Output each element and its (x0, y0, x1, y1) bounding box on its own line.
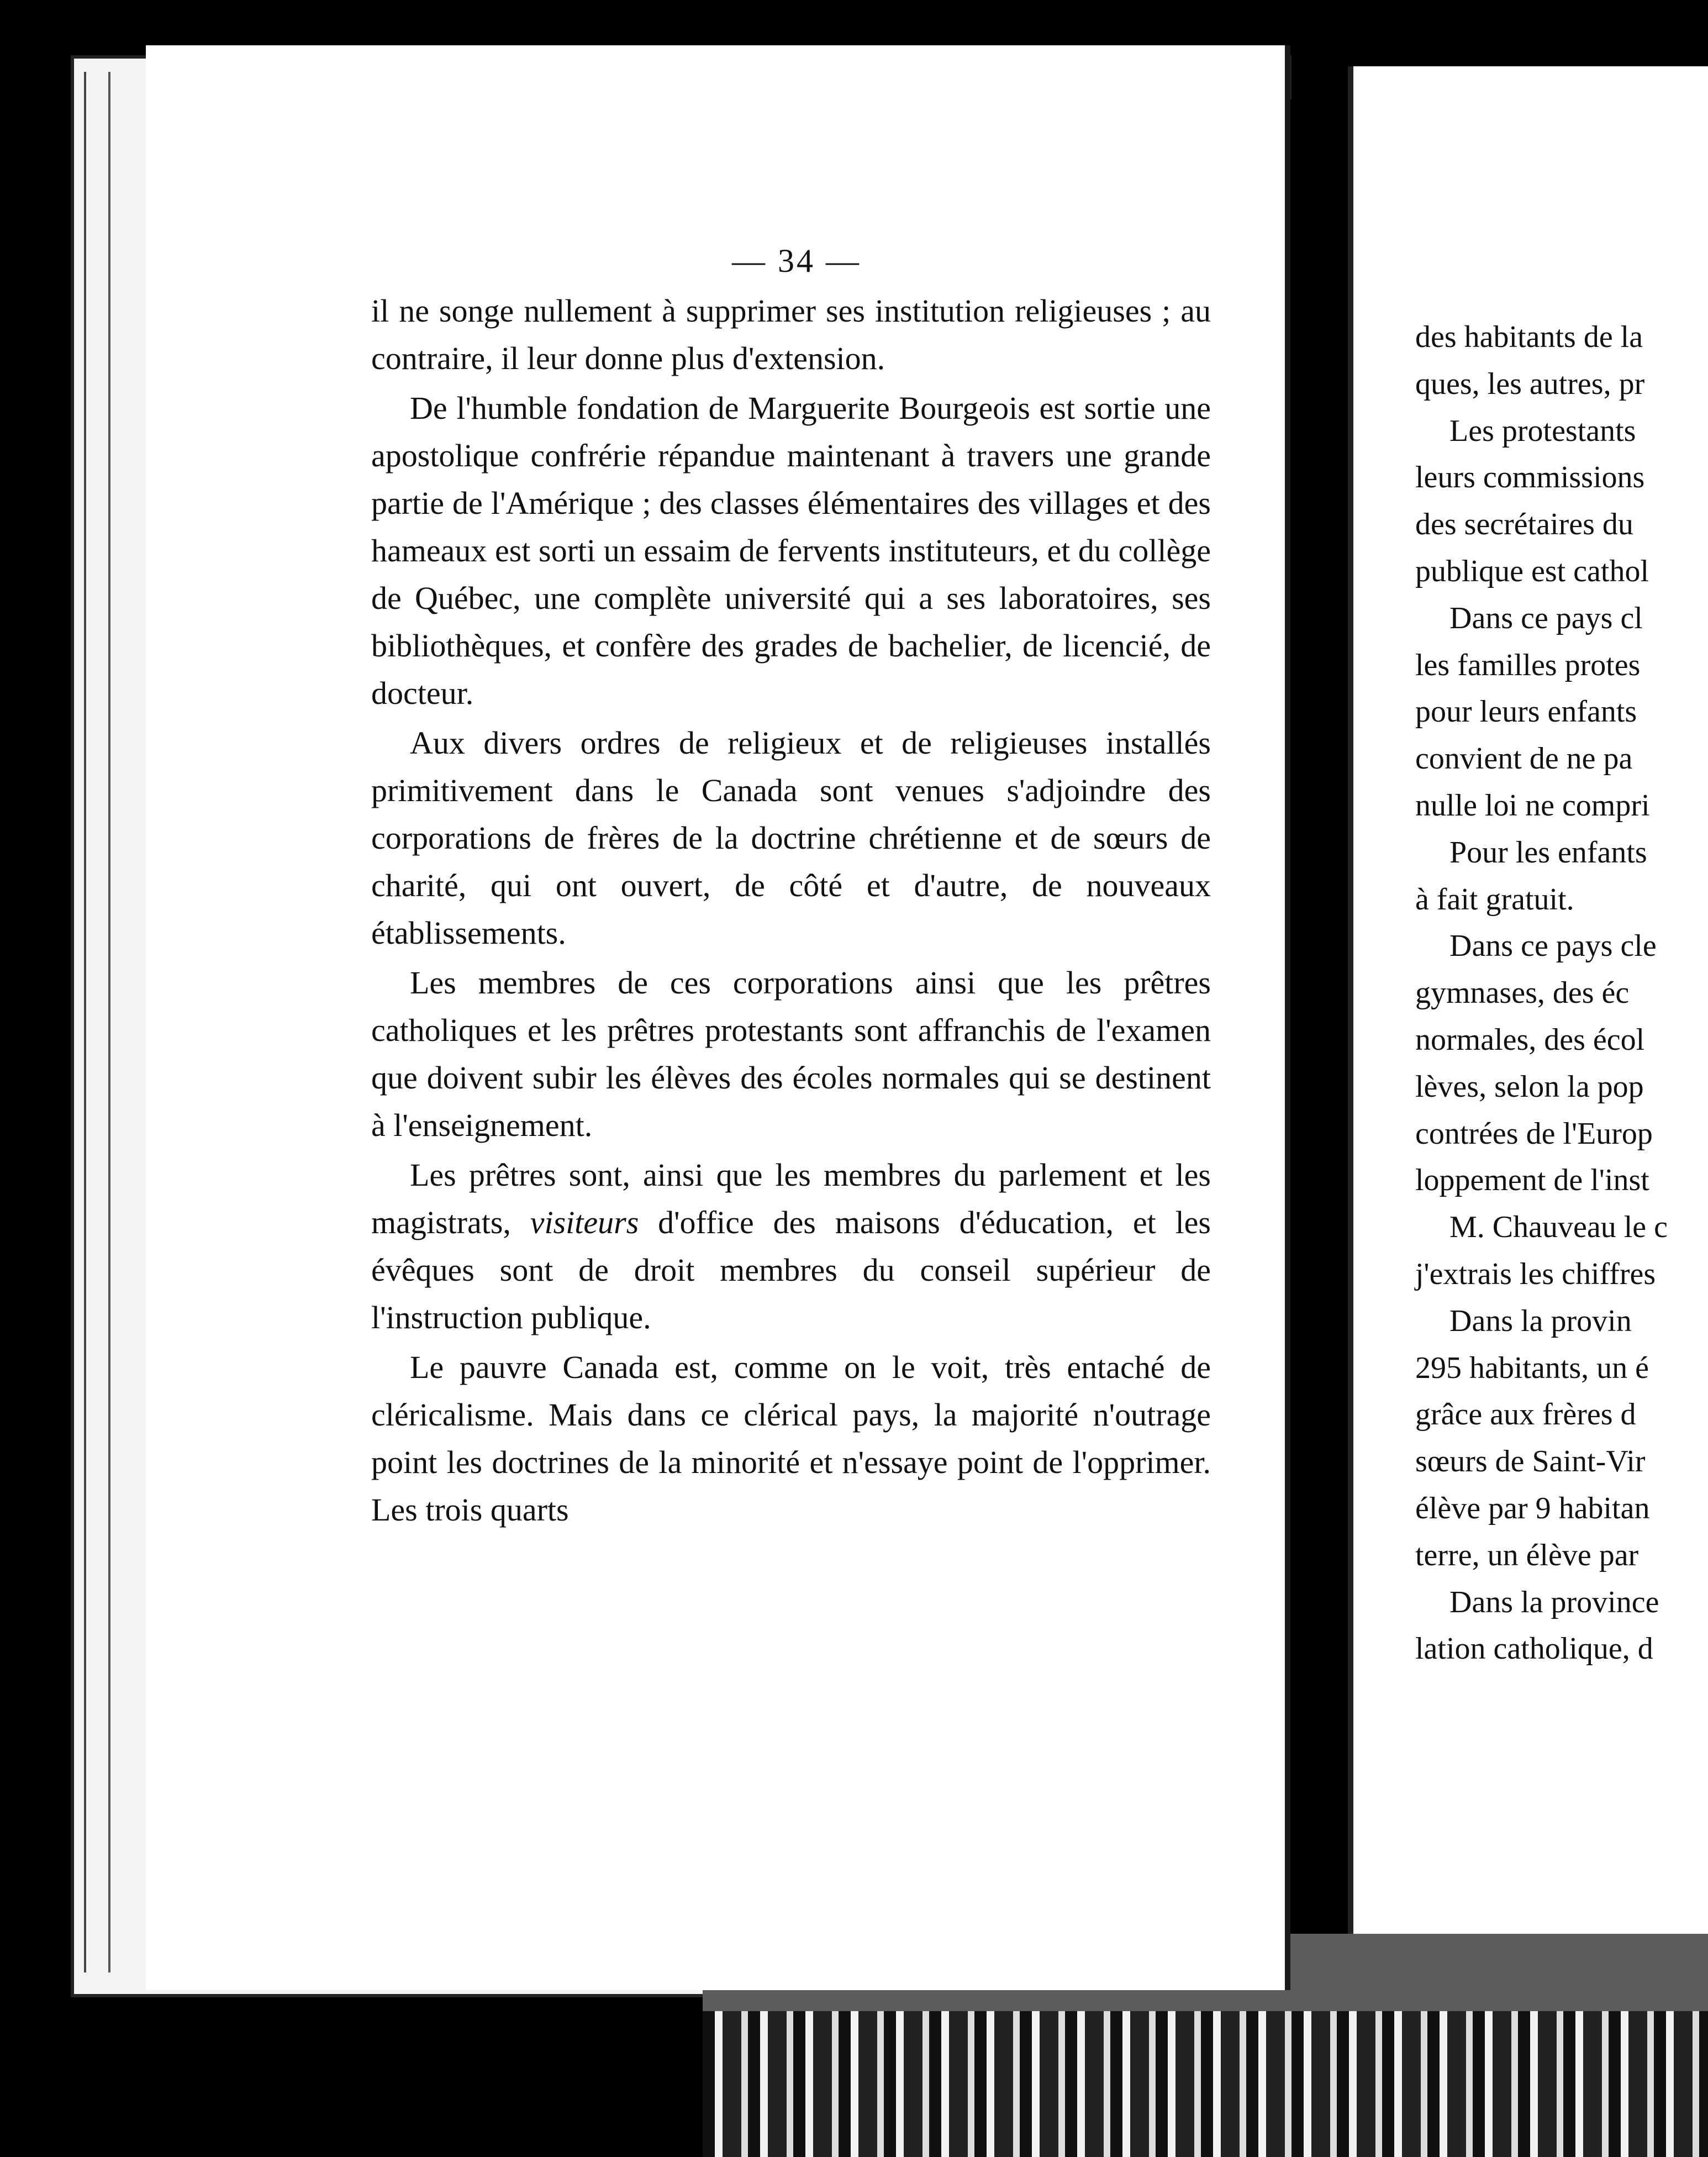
next-page-text (1415, 314, 1708, 1672)
next-page-line: terre, un élève par (1415, 1538, 1639, 1572)
next-page-line: loppement de l'inst (1415, 1163, 1649, 1198)
next-page-line: gymnases, des éc (1415, 976, 1630, 1011)
next-page-line: lèves, selon la pop (1415, 1069, 1644, 1104)
next-page-line: normales, des écol (1415, 1022, 1645, 1057)
page-edges-strip (703, 2011, 1708, 2157)
paragraph: Le pauvre Canada est, comme on le voit, très entaché de cléricalisme. Mais dans ce clérical pays, la majorité n'outrage point les doctrines de la minorité et n'essaye point de l'opprimer. Les trois quarts (371, 1349, 1211, 1528)
next-page-line: M. Chauveau le c (1449, 1210, 1668, 1245)
next-page-line: à fait gratuit. (1415, 882, 1574, 917)
paragraph: Les membres de ces corporations ainsi que les prêtres catholiques et les prêtres protestants sont affranchis de l'examen que doivent subir les élèves des écoles normales qui se destinent à l'enseignement. (371, 965, 1211, 1143)
next-page-line: ques, les autres, pr (1415, 366, 1645, 401)
next-page-line: Dans la province (1449, 1585, 1659, 1619)
next-page-line: des habitants de la (1415, 320, 1643, 354)
next-page-line: Dans la provin (1449, 1303, 1632, 1338)
next-page-line: nulle loi ne compri (1415, 788, 1650, 823)
paragraph: Aux divers ordres de religieux et de religieuses installés primitivement dans le Canada sont venues s'adjoindre des corporations de frères de la doctrine chrétienne et de sœurs de charité, qui ont ouvert, de côté et d'autre, de nouveaux établissements. (371, 725, 1211, 951)
next-page-line: leurs commissions (1415, 460, 1645, 495)
paragraph-text: Les prêtres sont, ainsi que les membres du parlement et les magistrats, (371, 1157, 1211, 1240)
next-page-line: les familles protes (1415, 648, 1641, 682)
next-page-line: Pour les enfants (1449, 835, 1647, 870)
next-page-line: 295 habitants, un é (1415, 1350, 1649, 1385)
next-page-line: grâce aux frères d (1415, 1397, 1636, 1432)
next-page-line: publique est cathol (1415, 554, 1649, 588)
paragraph (371, 1151, 1211, 1341)
next-page-line: pour leurs enfants (1415, 695, 1637, 729)
gutter-shadow (1290, 99, 1356, 1989)
paragraph: il ne songe nullement à supprimer ses institution religieuses ; au contraire, il leur donne plus d'extension. (371, 293, 1211, 376)
next-page-line: j'extrais les chiffres (1415, 1256, 1656, 1291)
next-page-line: élève par 9 habitan (1415, 1491, 1650, 1525)
next-page-line: contrées de l'Europ (1415, 1116, 1653, 1151)
next-page-line: Dans ce pays cle (1449, 929, 1657, 964)
paragraph: De l'humble fondation de Marguerite Bourgeois est sortie une apostolique confrérie répandue maintenant à travers une grande partie de l'Amérique ; des classes élémentaires des villages et des hameaux est sorti un essaim de fervents instituteurs, et du collège de Québec, une complète université qui a ses laboratoires, ses bibliothèques, et confère des grades de bachelier, de licencié, de docteur. (371, 390, 1211, 711)
next-page-line: Les protestants (1449, 413, 1636, 448)
next-page-line: Dans ce pays cl (1449, 601, 1643, 635)
next-page-line: lation catholique, d (1415, 1632, 1653, 1666)
paragraph-text: d'office des maisons d'éducation, et les évêques sont de droit membres du conseil supérieur de l'instruction publique. (371, 1204, 1211, 1335)
page-number: — 34 — (732, 243, 861, 279)
italic-term: visiteurs (530, 1204, 639, 1240)
next-page-line: convient de ne pa (1415, 741, 1633, 776)
next-page-line: des secrétaires du (1415, 507, 1633, 542)
next-page-line: sœurs de Saint-Vir (1415, 1444, 1646, 1479)
page-body (371, 287, 1211, 1536)
